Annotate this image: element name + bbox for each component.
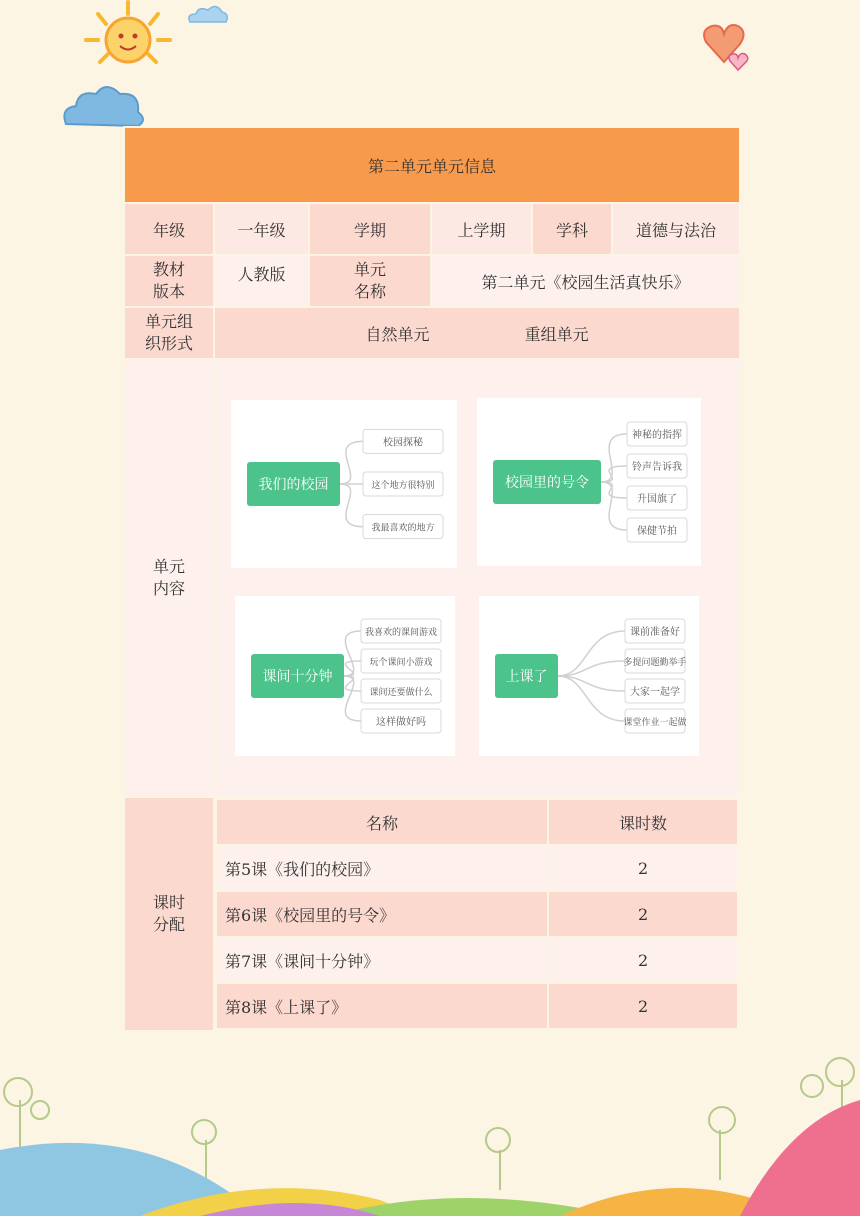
mind-map-1 (231, 400, 457, 568)
hours-allocation-label: 课时 分配 (124, 797, 214, 1031)
mind-map-center-label: 上课了 (505, 669, 548, 685)
mind-map-center-label: 我们的校园 (258, 477, 329, 493)
term-value: 上学期 (431, 203, 532, 255)
lesson-hours: 2 (548, 937, 738, 983)
mind-map-branch-label: 我最喜欢的地方 (371, 523, 435, 534)
grade-value: 一年级 (214, 203, 309, 255)
mind-map-connector (601, 466, 627, 482)
heart-illustration (700, 18, 756, 74)
mind-map-3 (235, 596, 455, 756)
mind-map-connector (601, 482, 627, 530)
mind-map-connector (340, 441, 363, 484)
mind-map-branch-label: 校园探秘 (383, 437, 423, 449)
unit-form-label: 单元组 织形式 (124, 307, 214, 359)
cloud-illustration (58, 72, 148, 132)
mind-map-branch-label: 这样做好吗 (376, 717, 426, 728)
mind-map-connector (601, 434, 627, 482)
grade-label: 年级 (124, 203, 214, 255)
mind-map-connector (558, 631, 625, 676)
unit-content-area (214, 359, 740, 797)
mind-map-connector (601, 482, 627, 498)
lesson-hours-header: 课时数 (548, 799, 738, 845)
mind-map-branch-label: 铃声告诉我 (632, 462, 682, 473)
mind-map-connector (340, 484, 363, 527)
unit-info-table (123, 126, 741, 1032)
unit-form-options (214, 307, 740, 359)
textbook-value: 人教版 (214, 255, 309, 307)
term-label: 学期 (309, 203, 431, 255)
unit-content-label: 单元 内容 (124, 359, 214, 797)
mind-map-branch-label: 这个地方很特别 (371, 481, 435, 491)
colorful-hills-illustration (0, 1040, 860, 1216)
mind-map-2 (477, 398, 701, 566)
mind-map-branch-label: 升国旗了 (637, 494, 677, 505)
lesson-hours-table (215, 798, 739, 1030)
mind-map-connector (344, 631, 361, 676)
mind-map-svg (231, 400, 457, 568)
mind-map-branch-label: 课间还要做什么 (369, 688, 433, 698)
lesson-hours: 2 (548, 983, 738, 1029)
table-title: 第二单元单元信息 (124, 127, 740, 203)
unit-name-value: 第二单元《校园生活真快乐》 (431, 255, 740, 307)
mind-map-connector (344, 676, 361, 721)
mind-map-connector (558, 676, 625, 721)
lesson-name: 第8课《上课了》 (216, 983, 548, 1029)
small-cloud-illustration (186, 2, 230, 26)
option-regroup-unit: 重组单元 (524, 324, 589, 344)
mind-map-center-label: 课间十分钟 (262, 669, 333, 685)
mind-map-branch-label: 保健节拍 (637, 526, 677, 537)
mind-map-svg (235, 596, 455, 756)
sun-illustration (78, 0, 178, 80)
lesson-name: 第6课《校园里的号令》 (216, 891, 548, 937)
mind-map-branch-label: 课前准备好 (630, 627, 680, 638)
lesson-name-header: 名称 (216, 799, 548, 845)
lesson-name: 第5课《我们的校园》 (216, 845, 548, 891)
subject-value: 道德与法治 (612, 203, 740, 255)
mind-map-branch-label: 多提问题勤举手 (623, 658, 687, 668)
subject-label: 学科 (532, 203, 612, 255)
mind-map-branch-label: 课堂作业一起做 (623, 718, 687, 728)
mind-map-branch-label: 大家一起学 (630, 687, 680, 698)
lesson-hours: 2 (548, 845, 738, 891)
unit-name-label: 单元 名称 (309, 255, 431, 307)
option-natural-unit: 自然单元 (365, 324, 430, 344)
mind-map-svg (479, 596, 699, 756)
mind-map-branch-label: 神秘的指挥 (632, 430, 682, 441)
mind-map-center-label: 校园里的号令 (505, 475, 589, 491)
textbook-label: 教材 版本 (124, 255, 214, 307)
lesson-hours: 2 (548, 891, 738, 937)
lesson-name: 第7课《课间十分钟》 (216, 937, 548, 983)
mind-map-branch-label: 我喜欢的课间游戏 (364, 628, 438, 638)
mind-map-svg (477, 398, 701, 566)
mind-map-4 (479, 596, 699, 756)
hours-allocation-area (214, 797, 740, 1031)
mind-map-branch-label: 玩个课间小游戏 (369, 658, 433, 668)
